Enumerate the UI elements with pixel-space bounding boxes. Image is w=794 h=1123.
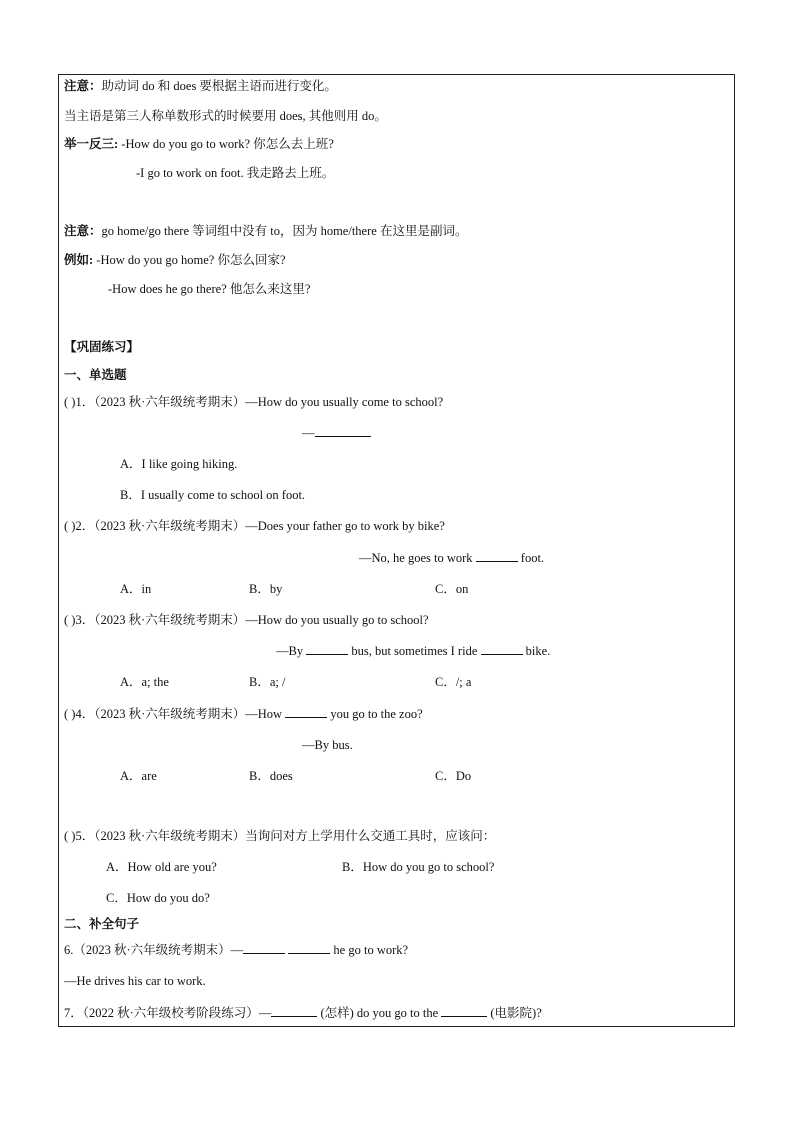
question-source: （2023 秋·六年级统考期末） (94, 519, 246, 533)
option-b[interactable]: B．How do you go to school? (342, 860, 495, 874)
note-1-line-2: 当主语是第三人称单数形式的时候要用 does, 其他则用 do。 (64, 109, 387, 123)
answer-text: —No, he goes to work (359, 551, 473, 565)
question-text: —How (245, 707, 283, 721)
option-a[interactable]: A．are (120, 769, 157, 783)
answer-blank[interactable] (306, 643, 348, 655)
question-source: （2023 秋·六年级统考期末） (73, 943, 231, 957)
question-1-answer-line (302, 425, 371, 441)
option-a[interactable]: A．in (120, 582, 152, 596)
option-a[interactable]: A．a; the (120, 675, 169, 689)
section-complete-sentences: 二、补全句子 (64, 917, 140, 931)
answer-blank[interactable] (441, 1005, 487, 1017)
example-label: 举一反三: (64, 137, 119, 151)
answer-text: bike. (525, 644, 551, 658)
question-text: —How do you usually go to school? (245, 613, 429, 627)
question-7 (64, 1005, 542, 1021)
answer-blank[interactable] (243, 942, 285, 954)
example-2-question (64, 252, 286, 268)
option-b[interactable]: B．by (249, 582, 283, 596)
question-3-answer-line (276, 643, 550, 659)
option-c[interactable]: C．/; a (435, 675, 472, 689)
question-6-answer-line: —He drives his car to work. (64, 974, 206, 988)
example-text: -How do you go home? 你怎么回家? (93, 253, 286, 267)
question-source: （2023 秋·六年级统考期末） (94, 613, 246, 627)
question-number: ( )3． (64, 613, 95, 627)
answer-text: bus, but sometimes I ride (351, 644, 478, 658)
note-1 (64, 78, 337, 94)
example-text: -How do you go to work? 你怎么去上班? (118, 137, 334, 151)
answer-blank[interactable] (481, 643, 523, 655)
question-text: —Does your father go to work by bike? (245, 519, 445, 533)
section-single-choice: 一、单选题 (64, 368, 127, 382)
question-number: ( )4． (64, 707, 95, 721)
option-b[interactable]: B．I usually come to school on foot. (120, 488, 306, 502)
answer-text: foot. (520, 551, 545, 565)
answer-text: —By (276, 644, 304, 658)
option-a[interactable]: A．I like going hiking. (120, 457, 238, 471)
question-number: 6. (64, 943, 74, 957)
note-2 (64, 223, 467, 239)
answer-dash: — (302, 426, 315, 440)
answer-blank[interactable] (271, 1005, 317, 1017)
question-source: （2023 秋·六年级统考期末） (94, 707, 246, 721)
question-number: ( )1． (64, 395, 95, 409)
note-label: 注意： (64, 224, 102, 238)
example-label: 例如: (64, 253, 94, 267)
example-1-answer: -I go to work on foot. 我走路去上班。 (136, 166, 335, 180)
question-number: 7． (64, 1006, 83, 1020)
answer-blank[interactable] (315, 425, 371, 437)
question-2-answer-line (359, 550, 544, 566)
answer-blank[interactable] (288, 942, 330, 954)
question-text: he go to work? (333, 943, 409, 957)
option-c[interactable]: C．on (435, 582, 469, 596)
question-text: 当询问对方上学用什么交通工具时，应该问： (245, 829, 496, 843)
question-6 (64, 942, 408, 958)
answer-blank[interactable] (285, 706, 327, 718)
option-c[interactable]: C．How do you do? (106, 891, 210, 905)
question-source: （2023 秋·六年级统考期末） (94, 395, 246, 409)
question-5 (64, 828, 495, 844)
option-b[interactable]: B．a; / (249, 675, 286, 689)
question-text: —How do you usually come to school? (245, 395, 444, 409)
example-2-answer: -How does he go there? 他怎么来这里? (108, 282, 311, 296)
question-source: （2022 秋·六年级校考阶段练习） (82, 1006, 259, 1020)
option-a[interactable]: A．How old are you? (106, 860, 217, 874)
option-c[interactable]: C．Do (435, 769, 472, 783)
question-2 (64, 518, 445, 534)
option-b[interactable]: B．does (249, 769, 293, 783)
example-1-question (64, 136, 334, 152)
question-text: — (258, 1006, 272, 1020)
question-number: ( )5． (64, 829, 95, 843)
question-3 (64, 612, 429, 628)
question-4-answer-line: —By bus. (302, 738, 353, 752)
note-label: 注意： (64, 79, 102, 93)
question-text: (怎样) do you go to the (320, 1006, 439, 1020)
note-text: go home/go there 等词组中没有 to，因为 home/there 在这里是副词。 (101, 224, 468, 238)
question-text: (电影院)? (490, 1006, 542, 1020)
question-number: ( )2． (64, 519, 95, 533)
answer-blank[interactable] (476, 550, 518, 562)
question-text: — (230, 943, 244, 957)
question-source: （2023 秋·六年级统考期末） (94, 829, 246, 843)
question-4 (64, 706, 423, 722)
question-1 (64, 394, 443, 410)
note-text: 助动词 do 和 does 要根据主语而进行变化。 (101, 79, 337, 93)
question-text: you go to the zoo? (330, 707, 423, 721)
practice-title: 【巩固练习】 (64, 340, 140, 354)
